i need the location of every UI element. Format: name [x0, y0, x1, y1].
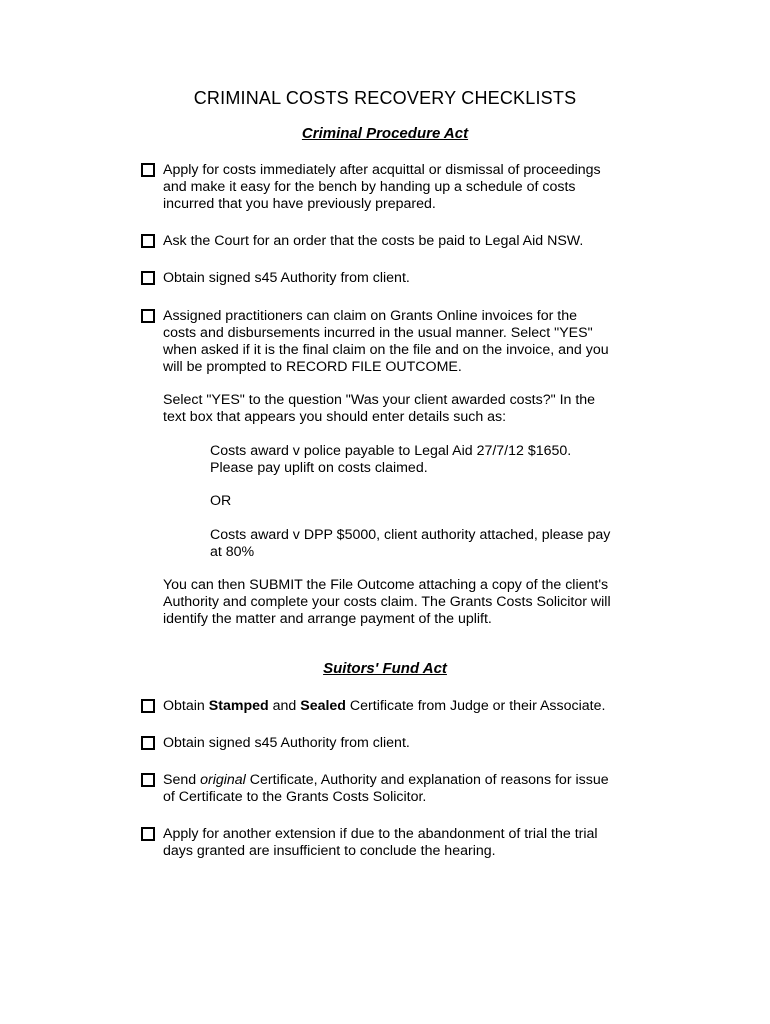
example-text: Costs award v police payable to Legal Aid 27/7/12 $1650. Please pay uplift on costs claimed.: [210, 443, 572, 476]
checkbox-icon[interactable]: [141, 773, 155, 787]
checklist-item-text: Apply for costs immediately after acquittal or dismissal of proceedings and make it easy for the bench by handing up a schedule of costs incurred that you have previously prepared.: [163, 162, 601, 212]
instruction-paragraph: You can then SUBMIT the File Outcome attaching a copy of the client's Authority and complete your costs claim. The Grants Costs Solicitor will identify the matter and arrange payment of the uplift.: [163, 577, 611, 627]
checkbox-icon[interactable]: [141, 163, 155, 177]
document-title: CRIMINAL COSTS RECOVERY CHECKLISTS: [193, 88, 577, 108]
checklist-item-text: Obtain signed s45 Authority from client.: [163, 270, 410, 286]
example-text: Costs award v DPP $5000, client authority attached, please pay at 80%: [210, 527, 611, 560]
section-heading-suitors-fund-act: Suitors' Fund Act: [323, 660, 447, 677]
section-heading-criminal-procedure-act: Criminal Procedure Act: [301, 125, 469, 142]
or-separator: OR: [210, 493, 232, 509]
checkbox-icon[interactable]: [141, 309, 155, 323]
checklist-item-text: Send original Certificate, Authority and explanation of reasons for issue of Certificate to the Grants Costs Solicitor.: [163, 772, 609, 805]
checklist-item-text: Apply for another extension if due to the abandonment of trial the trial days granted are insufficient to conclude the hearing.: [163, 826, 598, 859]
checkbox-icon[interactable]: [141, 699, 155, 713]
checklist-item-text: Assigned practitioners can claim on Grants Online invoices for the costs and disbursements incurred in the usual manner. Select "YES" when asked if it is the final claim on the file and on the invoice, and you will be prompted to RECORD FILE OUTCOME.: [163, 308, 609, 375]
checklist-item-text: Obtain Stamped and Sealed Certificate from Judge or their Associate.: [163, 698, 606, 714]
checklist-item-text: Ask the Court for an order that the costs be paid to Legal Aid NSW.: [163, 233, 584, 249]
checkbox-icon[interactable]: [141, 736, 155, 750]
instruction-paragraph: Select "YES" to the question "Was your client awarded costs?" In the text box that appears you should enter details such as:: [163, 392, 596, 425]
checkbox-icon[interactable]: [141, 271, 155, 285]
checkbox-icon[interactable]: [141, 827, 155, 841]
checklist-item-text: Obtain signed s45 Authority from client.: [163, 735, 410, 751]
checkbox-icon[interactable]: [141, 234, 155, 248]
